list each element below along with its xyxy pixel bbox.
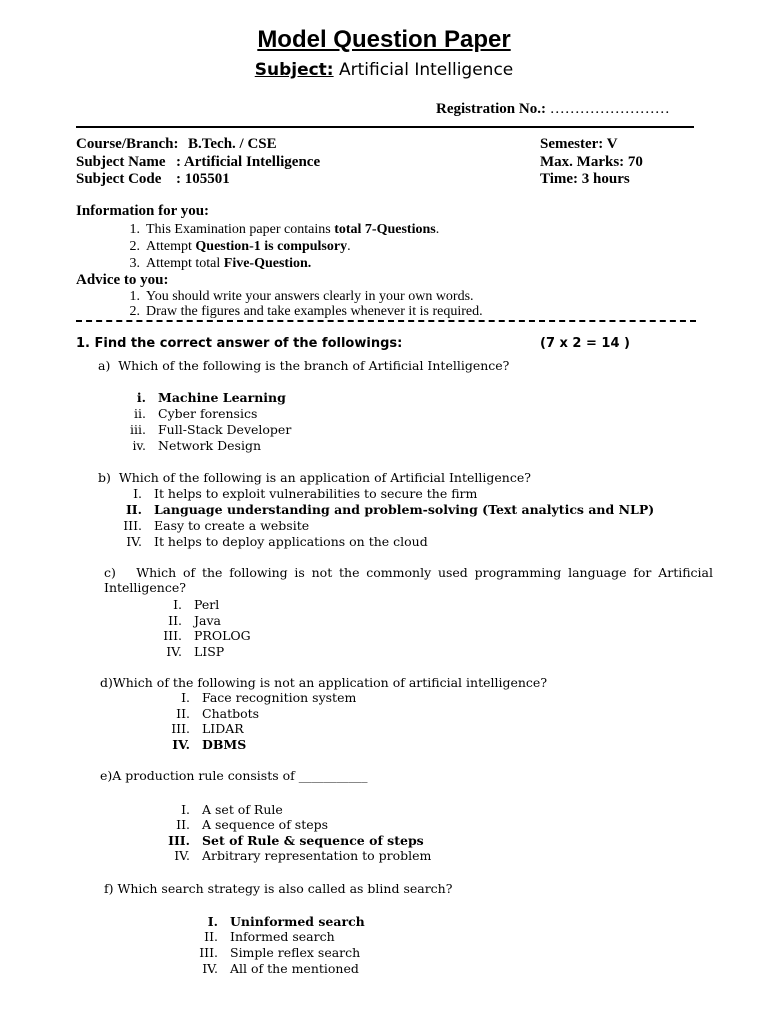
option-text: PROLOG [194,628,251,643]
question-heading: 1. Find the correct answer of the followings: [76,336,403,351]
question-label: b) [98,470,111,485]
option-number: iii. [130,422,146,437]
information-heading: Information for you: [76,203,210,219]
option [156,690,356,705]
option-text: Uninformed search [230,914,365,929]
option-number: IV. [166,644,182,659]
question-text: Which of the following is an application of Artificial Intelligence? [118,470,531,485]
advice-item [120,289,474,305]
option-number: I. [181,690,190,705]
question-label: f) [104,881,114,896]
information-item [120,239,351,255]
max-marks: Max. Marks: 70 [540,154,643,170]
option-number: III. [171,721,190,736]
option-text: Full-Stack Developer [158,422,292,437]
item-number: 2. [129,239,140,254]
option-text: Set of Rule & sequence of steps [202,833,424,848]
option-text: Easy to create a website [154,518,310,533]
semester: Semester: V [540,136,618,152]
option-number: iv. [132,438,146,453]
advice-item [120,304,483,320]
option-text: DBMS [202,737,247,752]
exam-time: Time: 3 hours [540,171,630,187]
page-title: Model Question Paper [257,26,511,53]
option-text: Network Design [158,438,261,453]
item-text: Attempt [146,239,196,254]
option [184,914,365,929]
option-text: LIDAR [202,721,244,736]
subject-label: Subject: [254,60,334,80]
option-text: A set of Rule [202,802,283,817]
option-number: i. [136,390,146,405]
question-text: Which of the following is not an application of artificial intelligence? [112,675,548,690]
advice-heading: Advice to you: [76,272,169,288]
option-number: I. [181,802,190,817]
subject-name-line [76,154,320,171]
option [156,721,244,736]
option [156,802,283,817]
option [156,848,431,863]
option-text: Java [194,613,221,628]
item-number: 1. [129,289,140,304]
option [156,706,259,721]
question-b [98,470,531,485]
option [108,486,477,501]
item-bold-text: Question-1 is compulsory [195,239,348,254]
question-text: A production rule consists of ___________ [112,768,368,783]
option [112,390,286,405]
header-divider [76,126,694,128]
option-text: Language understanding and problem-solving (Text analytics and NLP) [154,502,655,517]
option-text: Chatbots [202,706,260,721]
item-bold-text: total 7-Questions [334,222,436,237]
option-text: LISP [194,644,225,659]
option-text: Perl [194,597,220,612]
course-value: B.Tech. / CSE [188,136,277,152]
subject-value: Artificial Intelligence [339,60,514,80]
option [108,518,309,533]
option [108,534,428,549]
option-text: Informed search [230,929,335,944]
subject-name-label: Subject Name [76,154,166,170]
option [184,929,335,944]
item-bold-text: Five-Question. [223,256,312,271]
option-number: III. [123,518,142,533]
question-c [104,565,713,595]
option-text: All of the mentioned [230,961,359,976]
question-text: Which of the following is not the commonly used programming language for Artificial Intelligence? [104,565,713,595]
option [184,961,359,976]
question-label: d) [100,675,113,690]
course-line [76,136,277,153]
question-text: Which of the following is the branch of Artificial Intelligence? [118,358,510,373]
option-number: III. [163,628,182,643]
question-label: c) [104,565,116,580]
item-text: You should write your answers clearly in your own words. [146,289,474,304]
information-item [120,222,439,238]
item-number: 1. [129,222,140,237]
option-number: I. [173,597,182,612]
item-text: This Examination paper contains [146,222,335,237]
section-divider [76,320,696,322]
option [108,502,654,517]
option-number: I. [133,486,142,501]
course-label: Course/Branch: [76,136,179,152]
registration-line [436,101,670,118]
option-text: Simple reflex search [230,945,361,960]
subject-code-value: : 105501 [176,171,230,187]
question-label: e) [100,768,113,783]
option [148,644,224,659]
option-number: II. [168,613,182,628]
item-number: 3. [129,256,140,271]
option-number: II. [125,502,142,517]
option [156,817,328,832]
option-number: II. [176,706,190,721]
option-text: Face recognition system [202,690,357,705]
option-text: Machine Learning [158,390,286,405]
subject-code-line [76,171,230,188]
question-a [98,358,509,373]
question-text: Which search strategy is also called as blind search? [117,881,453,896]
item-text: Draw the figures and take examples whenever it is required. [146,304,483,319]
option-number: IV. [174,848,190,863]
option [148,628,251,643]
option-number: IV. [126,534,142,549]
option-number: II. [176,817,190,832]
option-number: IV. [202,961,218,976]
option-text: Cyber forensics [158,406,258,421]
subject-code-label: Subject Code [76,171,162,187]
option [148,613,221,628]
option [148,597,219,612]
item-text-end: . [435,222,440,237]
option-number: III. [168,833,190,848]
option-number: ii. [134,406,146,421]
option-text: A sequence of steps [202,817,329,832]
question-marks: (7 x 2 = 14 ) [540,336,630,351]
option-number: II. [204,929,218,944]
option-number: IV. [172,737,190,752]
option-text: It helps to exploit vulnerabilities to secure the firm [154,486,478,501]
question-e [100,768,368,783]
subject-line [0,60,768,80]
option [112,422,291,437]
information-item [120,256,311,272]
option [112,438,261,453]
question-label: a) [98,358,111,373]
option [156,737,246,752]
option [156,833,424,848]
item-number: 2. [129,304,140,319]
option-text: Arbitrary representation to problem [202,848,432,863]
question-f [104,881,452,896]
option-number: I. [207,914,218,929]
option [184,945,360,960]
item-text: Attempt total [146,256,224,271]
registration-dots: …………………… [545,101,670,117]
option [112,406,257,421]
subject-name-value: : Artificial Intelligence [176,154,321,170]
item-text-end: . [347,239,351,254]
registration-label: Registration No.: [436,101,546,117]
question-d [100,675,547,690]
option-text: It helps to deploy applications on the cloud [154,534,428,549]
option-number: III. [199,945,218,960]
